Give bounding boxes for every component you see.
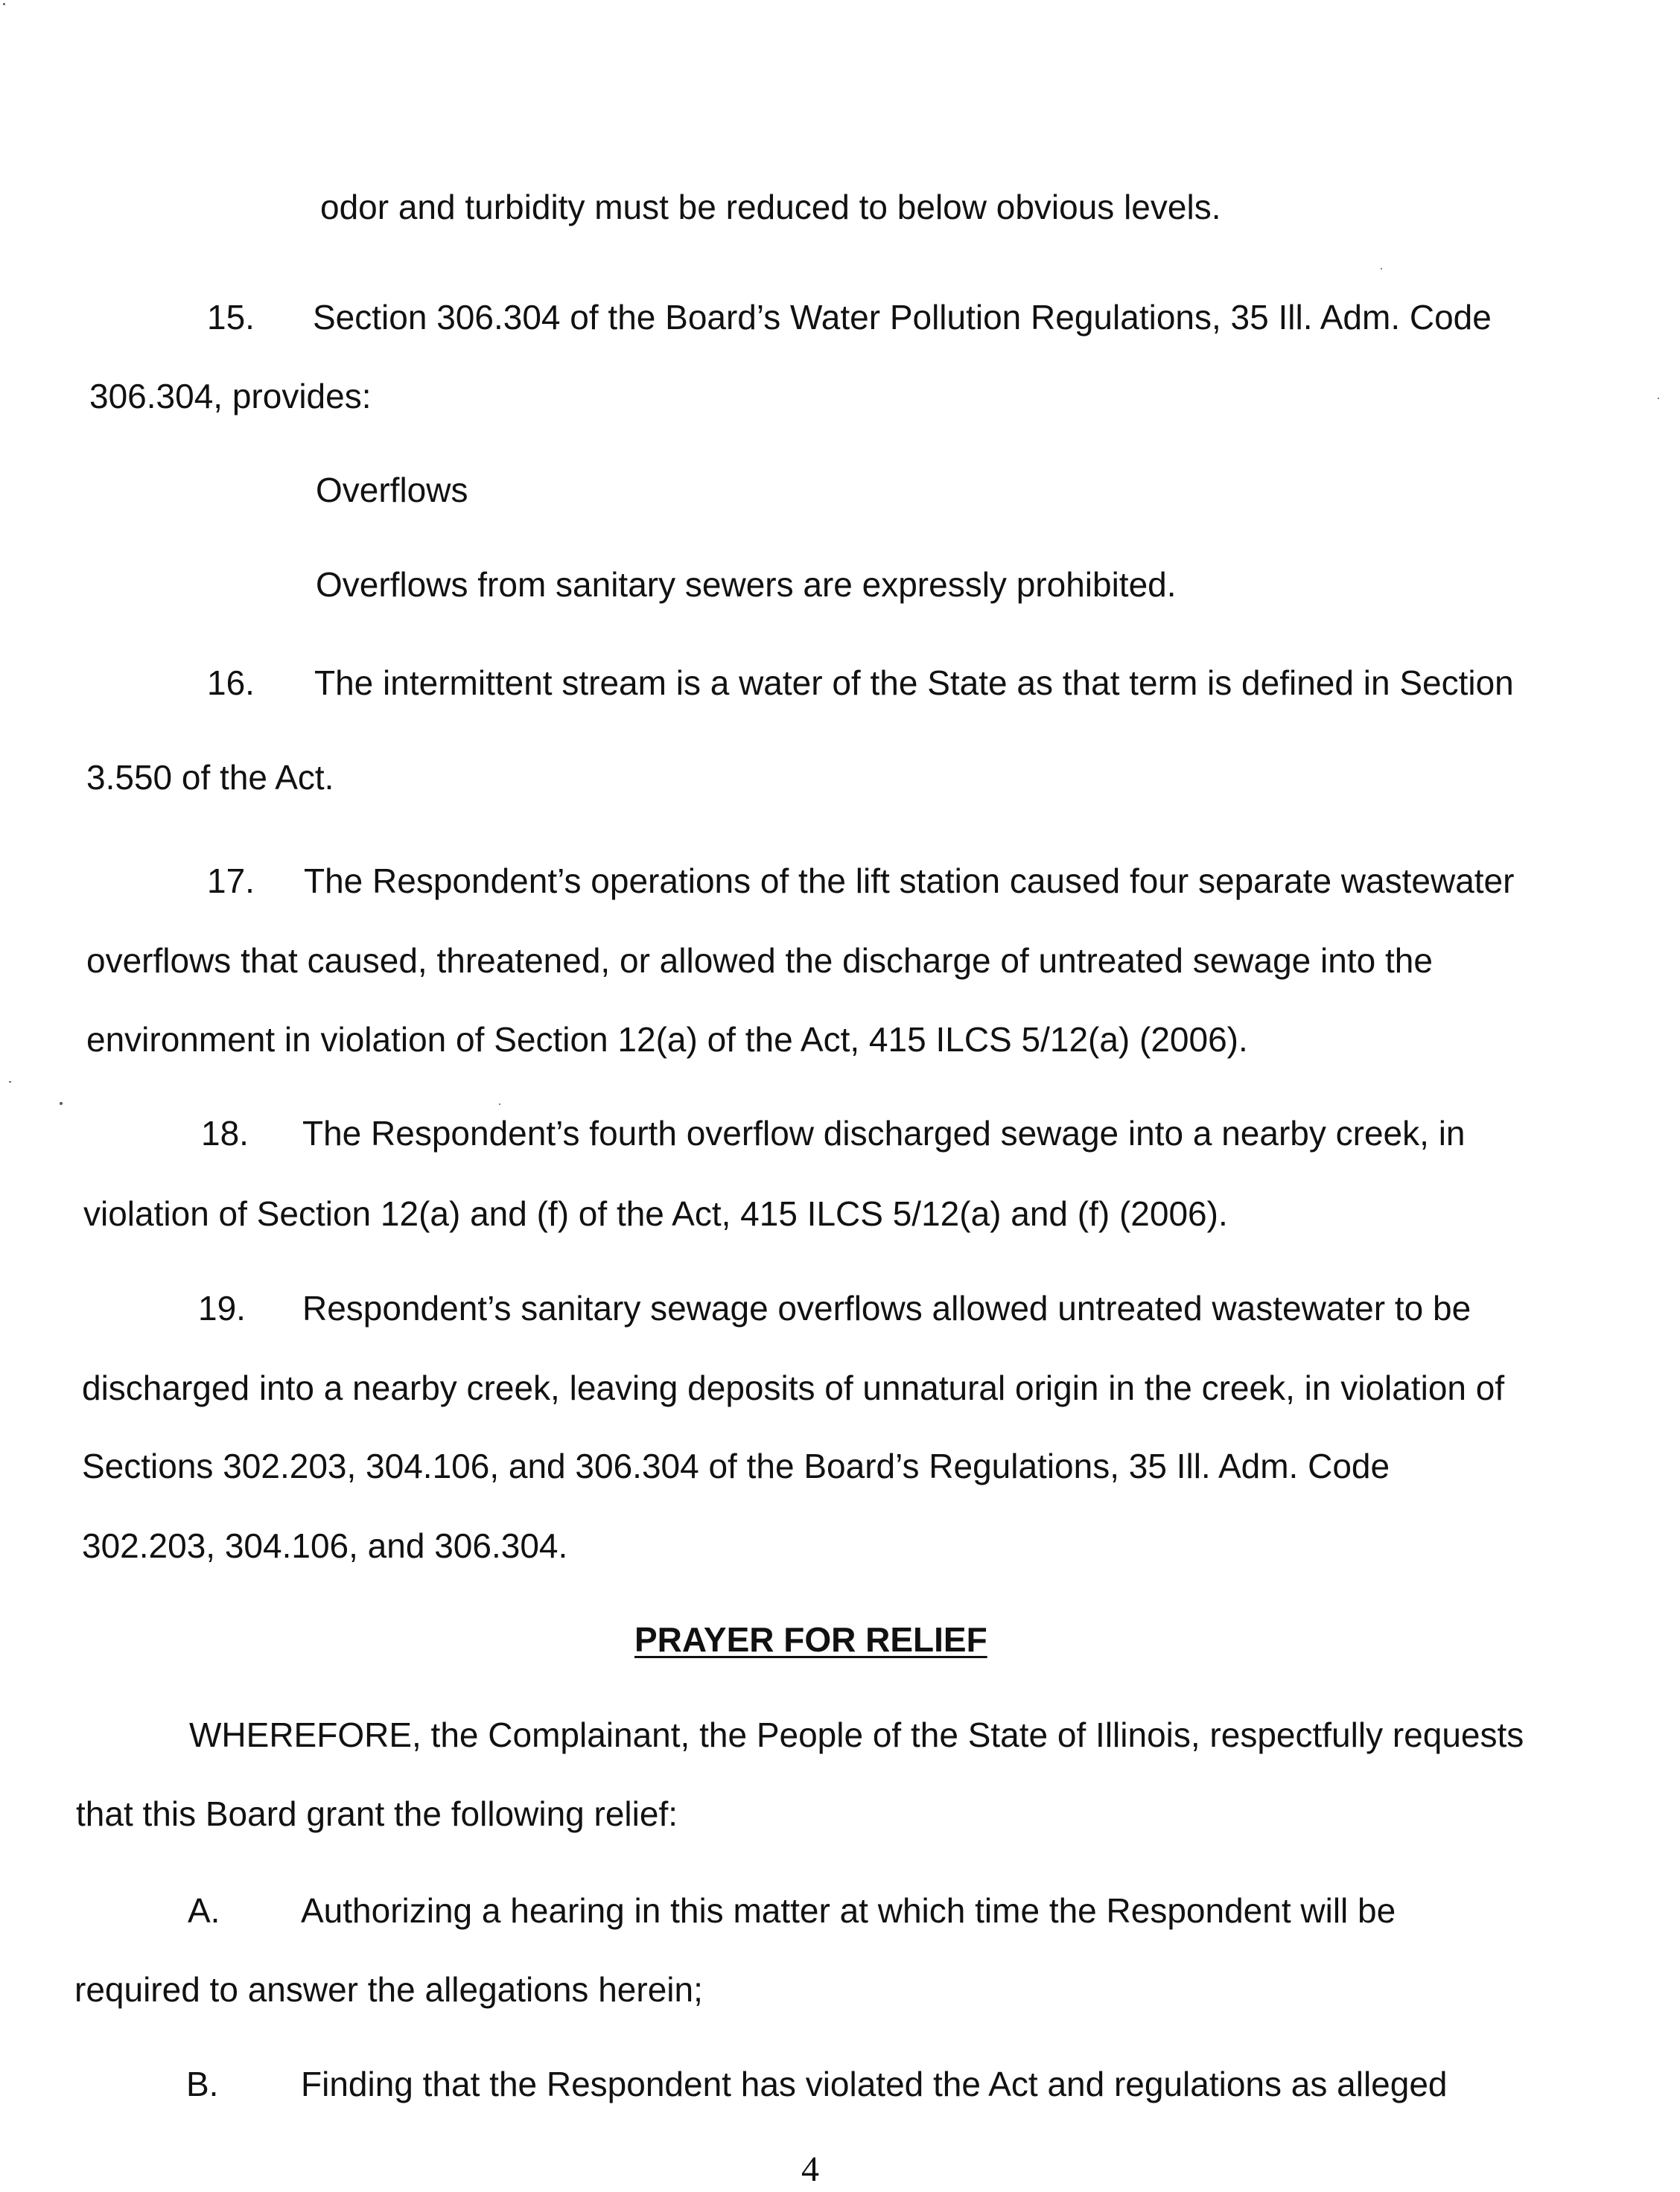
paragraph-19-line-2: discharged into a nearby creek, leaving deposits of unnatural origin in the creek, in violation of [82,1369,1505,1407]
relief-b-line-1: Finding that the Respondent has violated the Act and regulations as alleged [301,2065,1448,2103]
wherefore-line-2: that this Board grant the following relief: [76,1794,678,1833]
scan-speck [60,1102,63,1105]
scan-speck [9,1081,11,1083]
paragraph-15-line-1: Section 306.304 of the Board’s Water Pollution Regulations, 35 Ill. Adm. Code [313,298,1492,337]
paragraph-17-number: 17. [207,861,255,900]
paragraph-15-number: 15. [207,298,255,337]
paragraph-18-line-2: violation of Section 12(a) and (f) of the Act, 415 ILCS 5/12(a) and (f) (2006). [83,1194,1228,1233]
paragraph-16-line-2: 3.550 of the Act. [86,758,334,797]
carryover-text: odor and turbidity must be reduced to below obvious levels. [320,188,1221,226]
paragraph-19-line-1: Respondent’s sanitary sewage overflows allowed untreated wastewater to be [302,1289,1471,1328]
quote-title: Overflows [316,471,468,509]
relief-a-line-2: required to answer the allegations herein; [74,1970,703,2009]
scan-speck [3,3,5,5]
quote-text: Overflows from sanitary sewers are expressly prohibited. [316,565,1177,604]
scan-speck [1381,268,1382,270]
scan-speck [1658,398,1659,399]
paragraph-17-line-3: environment in violation of Section 12(a) of the Act, 415 ILCS 5/12(a) (2006). [86,1020,1248,1059]
paragraph-15-line-2: 306.304, provides: [89,377,372,415]
paragraph-19-line-3: Sections 302.203, 304.106, and 306.304 of the Board’s Regulations, 35 Ill. Adm. Code [82,1447,1390,1485]
section-heading: PRAYER FOR RELIEF [634,1620,987,1659]
paragraph-17-line-2: overflows that caused, threatened, or allowed the discharge of untreated sewage into the [86,941,1433,980]
page-number: 4 [801,2150,819,2189]
paragraph-18-number: 18. [201,1114,249,1153]
relief-b-letter: B. [186,2065,219,2103]
wherefore-line-1: WHEREFORE, the Complainant, the People of the State of Illinois, respectfully requests [189,1715,1524,1754]
paragraph-18-line-1: The Respondent’s fourth overflow discharged sewage into a nearby creek, in [302,1114,1466,1153]
paragraph-19-line-4: 302.203, 304.106, and 306.304. [82,1526,568,1565]
paragraph-16-number: 16. [207,663,255,702]
paragraph-19-number: 19. [198,1289,246,1328]
scan-speck [499,1103,500,1105]
relief-a-line-1: Authorizing a hearing in this matter at which time the Respondent will be [301,1891,1396,1930]
paragraph-16-line-1: The intermittent stream is a water of the State as that term is defined in Section [314,663,1514,702]
relief-a-letter: A. [188,1891,220,1930]
paragraph-17-line-1: The Respondent’s operations of the lift station caused four separate wastewater [304,861,1515,900]
